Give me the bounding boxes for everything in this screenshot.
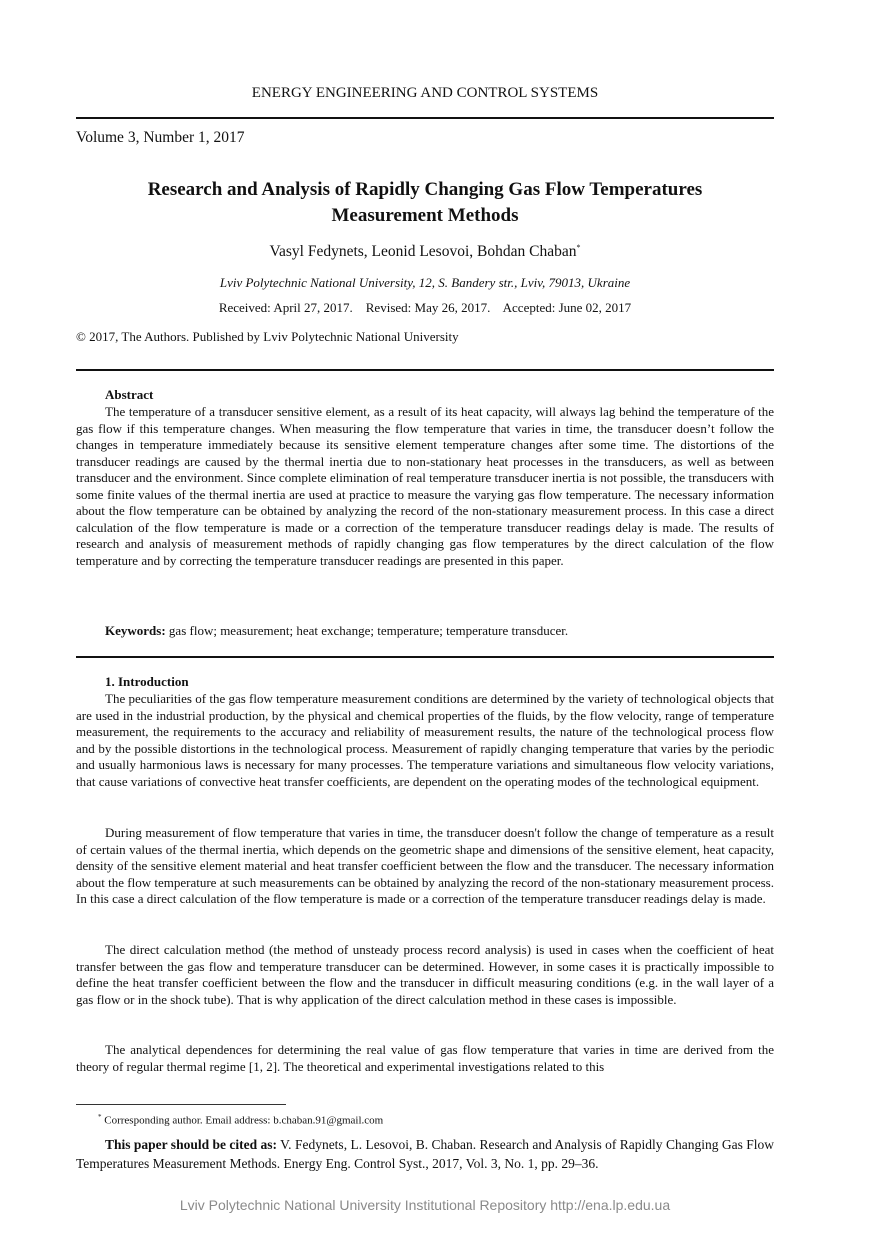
dates <box>76 300 774 316</box>
revised-date: Revised: May 26, 2017. <box>365 300 491 315</box>
journal-title: ENERGY ENGINEERING AND CONTROL SYSTEMS <box>251 85 599 101</box>
author-footnote-mark: * <box>576 243 581 252</box>
accepted-date: Accepted: June 02, 2017 <box>502 300 632 315</box>
abstract-heading: Abstract <box>105 387 154 402</box>
keywords-text: gas flow; measurement; heat exchange; temperature; temperature transducer. <box>165 623 569 638</box>
repository-footer: Lviv Polytechnic National University Institutional Repository http://ena.lp.edu.ua <box>179 1197 671 1213</box>
intro-paragraph-2: During measurement of flow temperature that varies in time, the transducer doesn't follow the change of temperature as a result of certain values of the thermal inertia, which depends on the geometric shape and dimensions of the sensitive element, heat capacity, density of the sensitive element material and heat transfer coefficient between the flow and the transducer. The necessary information about the flow temperature at such measurements can be obtained by analyzing the record of the non-stationary measurement process. In this case a direct calculation of the flow temperature is made or a correction of the temperature transducer readings delay is made. <box>76 825 774 906</box>
copyright: © 2017, The Authors. Published by Lviv Polytechnic National University <box>76 329 459 344</box>
paper-title <box>76 177 774 229</box>
affiliation: Lviv Polytechnic National University, 12, S. Bandery str., Lviv, 79013, Ukraine <box>219 275 631 290</box>
citation-label: This paper should be cited as: <box>105 1137 278 1152</box>
citation <box>76 1135 774 1173</box>
intro-paragraph-4: The analytical dependences for determining the real value of gas flow temperature that varies in time are derived from the theory of regular thermal regime [1, 2]. The theoretical and experimental investigations related to this <box>76 1042 774 1074</box>
title-line-2: Measurement Methods <box>331 205 519 226</box>
volume-info: Volume 3, Number 1, 2017 <box>76 129 245 146</box>
footnote-mark: * <box>98 1113 102 1121</box>
abstract-bottom-rule <box>76 656 774 658</box>
keywords-label: Keywords: <box>105 623 166 638</box>
intro-paragraph-3: The direct calculation method (the method of unsteady process record analysis) is used in cases when the coefficient of heat transfer between the gas flow and temperature transducer can be determined. However, in some cases it is practically impossible to define the heat transfer coefficient between the flow and the transducer in difficult measuring conditions (e.g. in the wall layer of a gas flow or in the shock tube). That is why application of the direct calculation method in these cases is impossible. <box>76 942 774 1007</box>
citation-text: V. Fedynets, L. Lesovoi, B. Chaban. Research and Analysis of Rapidly Changing Gas Flow Temperatures Measurement Methods. Energy Eng. Control Syst., 2017, Vol. 3, No. 1, pp. 29–36. <box>76 1137 774 1171</box>
authors <box>76 243 774 261</box>
intro-paragraph-1: The peculiarities of the gas flow temperature measurement conditions are determined by the variety of technological objects that are used in the industrial production, by the physical and chemical properties of the fluids, by the flow velocity, range of temperature measurement, the requirements to the accuracy and reliability of measurement results, the nature of the technological process flow and by the possible distortions in the technological process. Measurement of rapidly changing temperature that varies by the periodic and usually harmonious laws is necessary for many processes. The temperature variations and simultaneous flow velocity variations, that cause variations of convective heat transfer coefficients, are dependent on the operating modes of the technological equipment. <box>76 691 774 789</box>
title-line-1: Research and Analysis of Rapidly Changing Gas Flow Temperatures <box>147 179 703 200</box>
abstract-text: The temperature of a transducer sensitive element, as a result of its heat capacity, will always lag behind the temperature of the gas flow if this temperature changes. When measuring the flow temperature that varies in time, the transducer doesn’t follow the changes in temperature immediately because its sensitive element temperature changes after some time. The distortions of the transducer readings are caused by the thermal inertia due to non-stationary heat processes in the transducers, as well as between transducer and the environment. Since complete elimination of real temperature transducer inertia is not possible, the transducers with some finite values of the thermal inertia are used at practice to measure the varying gas flow temperature. The necessary information about the flow temperature can be obtained by analyzing the record of the non-stationary measurement process. In this case a direct calculation of the flow temperature is made or a correction of the temperature transducer readings delay is made. The results of research and analysis of measurement methods of rapidly changing gas flow temperatures by the direct calculation of the flow temperature and by correcting the temperature transducer readings are presented in this paper. <box>76 404 774 568</box>
header-rule <box>76 117 774 119</box>
footnote <box>98 1113 383 1127</box>
author-names: Vasyl Fedynets, Leonid Lesovoi, Bohdan Chaban <box>269 243 577 261</box>
keywords <box>76 623 774 640</box>
footnote-text: Corresponding author. Email address: b.chaban.91@gmail.com <box>101 1114 384 1127</box>
received-date: Received: April 27, 2017. <box>218 300 353 315</box>
abstract-top-rule <box>76 369 774 371</box>
footnote-rule <box>76 1104 286 1105</box>
introduction-heading: 1. Introduction <box>105 674 189 689</box>
